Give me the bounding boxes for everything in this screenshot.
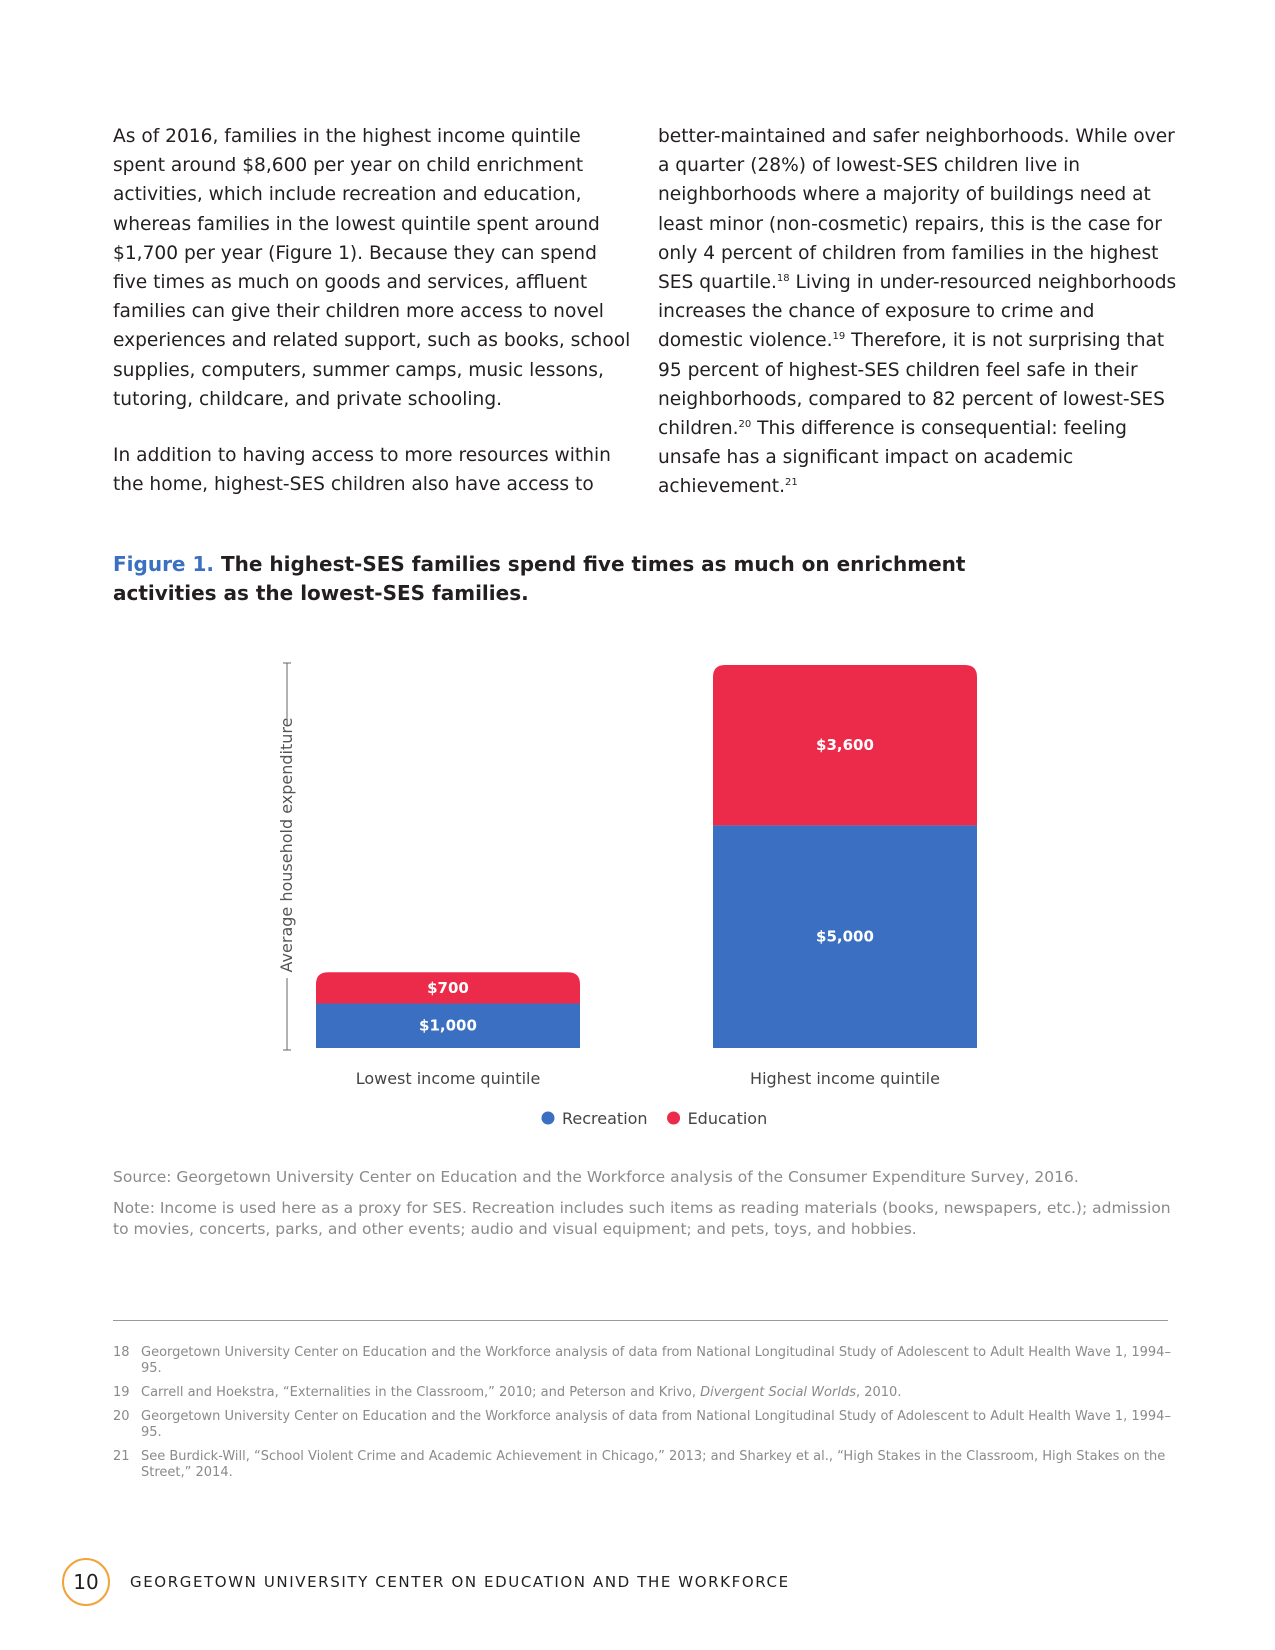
footnote-text: Carrell and Hoekstra, “Externalities in the Classroom,” 2010; and Peterson and Krivo, Divergent Social Worlds, 2010. [141, 1385, 902, 1400]
footnote-ref[interactable]: 19 [832, 331, 846, 343]
body-paragraph: As of 2016, families in the highest income quintile spent around $8,600 per year on child enrichment activities, which include recreation and education, whereas families in the lowest quintile spent around $1,700 per year (Figure 1). Because they can spend five times as much on goods and services, affluent families can give their children more access to novel experiences and related support, such as books, school supplies, computers, summer camps, music lessons, tutoring, childcare, and private schooling. [113, 126, 631, 410]
page-number: 10 [62, 1558, 110, 1606]
figure-title [113, 550, 973, 608]
source-text: Source: Georgetown University Center on Education and the Workforce analysis of the Consumer Expenditure Survey, 2016. [113, 1168, 1079, 1186]
footnote-ref[interactable]: 18 [776, 273, 790, 285]
footnotes [113, 1345, 1173, 1489]
body-right-column [658, 122, 1178, 529]
data-label: $700 [427, 978, 469, 997]
footnote-text: See Burdick-Will, “School Violent Crime and Academic Achievement in Chicago,” 2013; and Sharkey et al., “High Stakes in the Classroom, High Stakes on the Street,” 2014. [141, 1449, 1166, 1480]
footnote-ref[interactable]: 21 [785, 477, 798, 489]
footnote-ref[interactable]: 20 [738, 419, 752, 431]
body-paragraph: In addition to having access to more resources within the home, highest-SES children also have access to [113, 445, 611, 496]
body-paragraph: better-maintained and safer neighborhoods. While over a quarter (28%) of lowest-SES children live in neighborhoods where a majority of buildings need at least minor (non-cosmetic) repairs, this is the case for only 4 percent of children from families in the highest SES quartile.$^{18}$ Living in under-resourced neighborhoods increases the chance of exposure to crime and domestic violence.$^{19}$ Therefore, it is not surprising that 95 percent of highest-SES children feel safe in their neighborhoods, compared to 82 percent of lowest-SES children.$^{20}$ This difference is consequential: feeling unsafe has a significant impact on academic achievement.$^{21}$ [658, 126, 1177, 498]
footnote [113, 1449, 1173, 1481]
legend-label-recreation: Recreation [562, 1109, 648, 1128]
x-tick-label: Highest income quintile [750, 1069, 940, 1088]
footnote-number: 18 [113, 1345, 130, 1360]
x-tick-label: Lowest income quintile [355, 1069, 541, 1088]
body-left-column [113, 122, 633, 526]
book-title: Divergent Social Worlds [700, 1385, 856, 1400]
legend-label-education: Education [687, 1109, 768, 1128]
footnote [113, 1409, 1173, 1441]
footnote-divider [113, 1320, 1168, 1321]
y-axis-label: Average household expenditure [277, 717, 296, 973]
data-label: $1,000 [419, 1016, 477, 1035]
page-footer [62, 1558, 790, 1606]
footnote-number: 20 [113, 1409, 130, 1424]
legend-swatch-recreation [542, 1112, 555, 1125]
organization-name: GEORGETOWN UNIVERSITY CENTER ON EDUCATION AND THE WORKFORCE [130, 1573, 790, 1591]
note-text: Note: Income is used here as a proxy for SES. Recreation includes such items as reading materials (books, newspapers, etc.); admission to movies, concerts, parks, and other events; audio and visual equipment; and pets, toys, and hobbies. [113, 1199, 1171, 1238]
footnote-number: 21 [113, 1449, 130, 1464]
footnote-number: 19 [113, 1385, 130, 1400]
chart-source-notes [113, 1167, 1173, 1250]
legend-swatch-education [667, 1112, 680, 1125]
footnote-text: Georgetown University Center on Education and the Workforce analysis of data from National Longitudinal Study of Adolescent to Adult Health Wave 1, 1994–95. [141, 1409, 1171, 1440]
figure-caption: The highest-SES families spend five times as much on enrichment activities as the lowest-SES families. [113, 552, 966, 605]
stacked-bar-chart [0, 640, 1275, 1150]
footnote-text: Georgetown University Center on Education and the Workforce analysis of data from National Longitudinal Study of Adolescent to Adult Health Wave 1, 1994–95. [141, 1345, 1171, 1376]
footnote [113, 1385, 1173, 1401]
figure-label: Figure 1. [113, 552, 214, 576]
footnote [113, 1345, 1173, 1377]
data-label: $3,600 [816, 736, 874, 755]
data-label: $5,000 [816, 927, 874, 946]
